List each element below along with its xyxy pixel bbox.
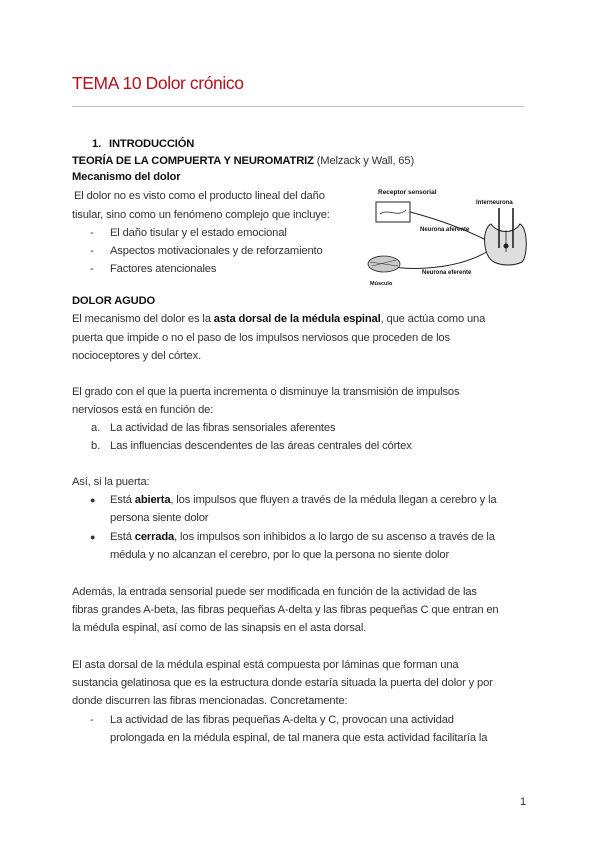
- bullet-marker: ●: [90, 532, 96, 542]
- paragraph-line: nerviosos está en función de:: [72, 404, 214, 416]
- page-title: TEMA 10 Dolor crónico: [72, 73, 244, 93]
- theory-line: [72, 154, 414, 168]
- list-item-continuation: prolongada en la médula espinal, de tal manera que esta actividad facilitaría la: [110, 732, 488, 744]
- section-heading: INTRODUCCIÓN: [109, 138, 195, 150]
- bold-run: abierta: [134, 494, 171, 506]
- label-interneurona: Interneurona: [476, 200, 513, 206]
- mechanism-heading: Mecanismo del dolor: [72, 171, 181, 183]
- paragraph-line: donde discurren las fibras mencionadas. Concretamente:: [72, 695, 348, 707]
- list-item: El daño tisular y el estado emocional: [110, 227, 287, 239]
- bold-run: asta dorsal de la médula espinal: [213, 313, 381, 325]
- text-run: Está: [110, 531, 135, 543]
- list-marker: a.: [91, 422, 101, 434]
- dash-marker: -: [90, 245, 94, 257]
- text-run: , que actúa como una: [380, 313, 486, 325]
- page-number: 1: [520, 796, 527, 808]
- bullet-item: [110, 530, 495, 544]
- title-divider: [72, 106, 524, 107]
- theory-heading: TEORÍA DE LA COMPUERTA Y NEUROMATRIZ: [72, 155, 314, 167]
- list-item: Las influencias descendentes de las áreas centrales del córtex: [110, 440, 412, 452]
- acute-heading: DOLOR AGUDO: [72, 295, 156, 307]
- paragraph-line: Así, si la puerta:: [72, 476, 150, 488]
- list-item: Aspectos motivacionales y de reforzamiento: [110, 245, 323, 257]
- paragraph-line: puerta que impide o no el paso de los impulsos nerviosos que proceden de los: [72, 332, 450, 344]
- paragraph-line: El asta dorsal de la médula espinal está compuesta por láminas que forman una: [72, 659, 459, 671]
- reflex-arc-diagram: [358, 186, 528, 286]
- text-run: Está: [110, 494, 135, 506]
- text-run: El mecanismo del dolor es la: [72, 313, 214, 325]
- bullet-continuation: médula y no alcanzan el cerebro, por lo que la persona no siente dolor: [110, 549, 450, 561]
- list-marker: b.: [91, 440, 101, 452]
- paragraph-line: [72, 312, 485, 326]
- dash-marker: -: [90, 227, 94, 239]
- section-number: 1.: [92, 138, 102, 150]
- paragraph-line: El dolor no es visto como el producto lineal del daño: [74, 190, 325, 202]
- dash-marker: -: [90, 714, 94, 726]
- paragraph-line: nocioceptores y del córtex.: [72, 350, 202, 362]
- label-aferente: Neurona aferente: [420, 227, 470, 233]
- paragraph-line: fibras grandes A-beta, las fibras pequeñas A-delta y las fibras pequeñas C que entran en: [72, 604, 499, 616]
- list-item: Factores atencionales: [110, 263, 217, 275]
- dash-marker: -: [90, 263, 94, 275]
- label-musculo: Músculo: [370, 281, 393, 286]
- bullet-marker: ●: [90, 495, 96, 505]
- text-run: , los impulsos son inhibidos a lo largo de su ascenso a través de la: [174, 531, 495, 543]
- label-receptor: Receptor sensorial: [378, 189, 437, 196]
- list-item: La actividad de las fibras sensoriales aferentes: [110, 422, 336, 434]
- text-run: , los impulsos que fluyen a través de la médula llegan a cerebro y la: [170, 494, 497, 506]
- paragraph-line: la médula espinal, así como de las sinapsis en el asta dorsal.: [72, 622, 367, 634]
- theory-citation: (Melzack y Wall, 65): [316, 155, 415, 167]
- bullet-continuation: persona siente dolor: [110, 512, 209, 524]
- paragraph-line: tisular, sino como un fenómeno complejo que incluye:: [72, 209, 330, 221]
- bold-run: cerrada: [134, 531, 175, 543]
- paragraph-line: sustancia gelatinosa que es la estructura donde estaría situada la puerta del dolor y por: [72, 677, 493, 689]
- paragraph-line: El grado con el que la puerta incrementa o disminuye la transmisión de impulsos: [72, 386, 460, 398]
- bullet-item: [110, 493, 496, 507]
- paragraph-line: Además, la entrada sensorial puede ser modificada en función de la actividad de las: [72, 586, 477, 598]
- label-eferente: Neurona eferente: [422, 270, 472, 276]
- list-item: La actividad de las fibras pequeñas A-delta y C, provocan una actividad: [110, 714, 454, 726]
